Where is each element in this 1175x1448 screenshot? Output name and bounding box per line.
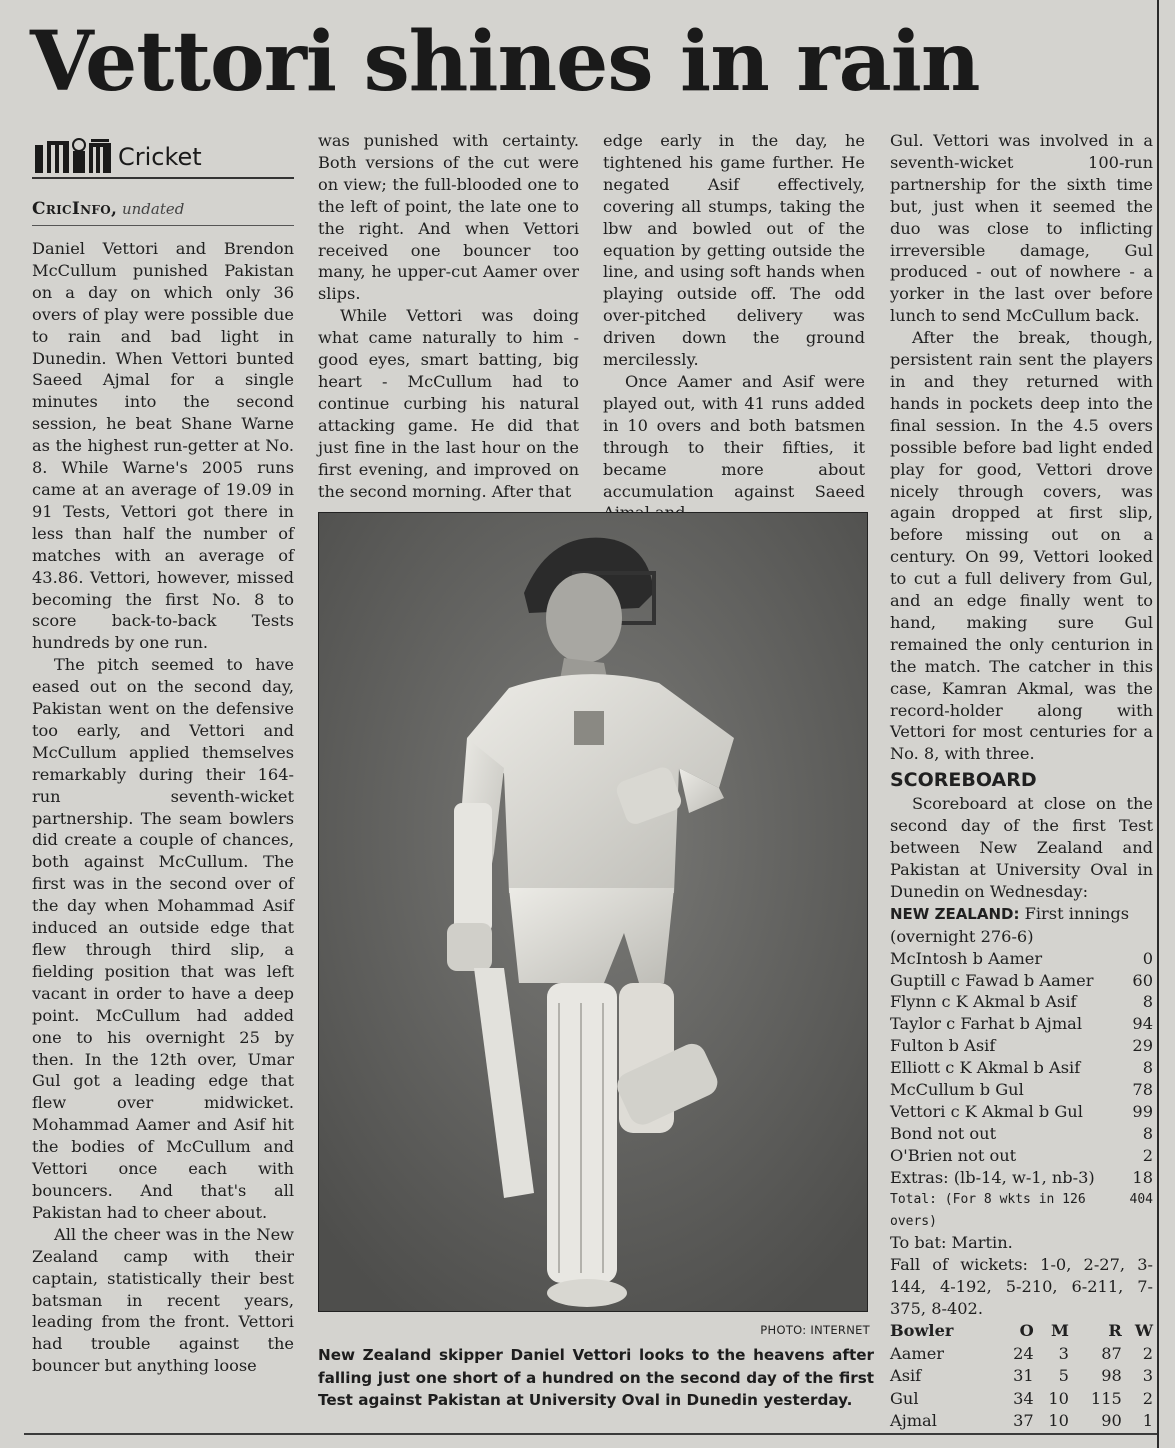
- batsman-runs: 0: [1142, 948, 1153, 968]
- total-row: [890, 1189, 1153, 1233]
- cricket-stumps-icon: [35, 137, 113, 175]
- total-runs: 404: [1129, 1191, 1153, 1207]
- article-column-4: [890, 130, 1153, 1433]
- byline: [32, 199, 294, 229]
- innings-title: [890, 903, 1153, 926]
- batsman-dismissal: Vettori c K Akmal b Gul: [890, 1101, 1083, 1121]
- bowling-figure: 2: [1142, 1343, 1153, 1363]
- batting-row: [890, 1057, 1153, 1079]
- bowling-row: [890, 1365, 1153, 1388]
- paragraph: All the cheer was in the New Zealand camp with their captain, statistically their best batsman in recent years, leading from the front. Vettori had trouble against the bouncer but anything loose: [32, 1224, 294, 1376]
- headline: Vettori shines in rain: [30, 14, 980, 110]
- paragraph: Gul. Vettori was involved in a seventh-wicket 100-run partnership for the sixth time but, just when it seemed the duo was close to inflicting irreversible damage, Gul produced - out of nowhere - a yorker in the last over before lunch to send McCullum back.: [890, 131, 1153, 326]
- bowling-figure: 2: [1142, 1388, 1153, 1408]
- photo-credit: PHOTO: INTERNET: [760, 1323, 870, 1337]
- bowling-header: W: [1134, 1321, 1153, 1341]
- batting-row: [890, 1123, 1153, 1145]
- page-edge-line: [1157, 0, 1159, 1448]
- batsman-runs: 78: [1132, 1080, 1153, 1100]
- batsman-dismissal: Elliott c K Akmal b Asif: [890, 1058, 1081, 1078]
- batting-row: [890, 1035, 1153, 1057]
- bowling-figure: 37: [1013, 1411, 1034, 1431]
- news-photo: [318, 512, 868, 1312]
- batting-row: [890, 1013, 1153, 1035]
- batting-list: [890, 948, 1153, 1167]
- byline-date: undated: [121, 200, 185, 218]
- bowling-figure: 10: [1048, 1388, 1069, 1408]
- bowling-figure: 3: [1058, 1343, 1069, 1363]
- extras-runs: 18: [1132, 1167, 1153, 1187]
- paragraph: Daniel Vettori and Brendon McCullum punished Pakistan on a day on which only 36 overs of play were possible due to rain and bad light in Dunedin. When Vettori bunted Saeed Ajmal for a single minutes into the second session, he beat Shane Warne as the highest run-getter at No. 8. While Warne's 2005 runs came at an average of 19.09 in 91 Tests, Vettori got there in less than half the number of matches with an average of 43.86. Vettori, however, missed becoming the first No. 8 to score back-to-back Tests hundreds by one run.: [32, 239, 294, 653]
- bowling-header: O: [1019, 1321, 1034, 1341]
- extras-label: Extras: (lb-14, w-1, nb-3): [890, 1167, 1095, 1187]
- bowler-name: Aamer: [890, 1343, 945, 1363]
- bowling-table: [890, 1320, 1153, 1433]
- total-label: Total: (For 8 wkts in 126 overs): [890, 1191, 1086, 1229]
- bowling-header: R: [1108, 1321, 1122, 1341]
- batsman-dismissal: McCullum b Gul: [890, 1080, 1024, 1100]
- paragraph: edge early in the day, he tightened his game further. He negated Asif effectively, covering all stumps, taking the lbw and bowled out of the equation by getting outside the line, and using soft hands when playing outside off. The odd over-pitched delivery was driven down the ground mercilessly.: [603, 131, 865, 370]
- scoreboard-heading: SCOREBOARD: [890, 769, 1037, 792]
- batsman-dismissal: O'Brien not out: [890, 1145, 1017, 1165]
- bowling-figure: 34: [1013, 1388, 1034, 1408]
- paragraph: was punished with certainty. Both versions of the cut were on view; the full-blooded one to the left of point, the late one to the right. And when Vettori received one bouncer too many, he upper-cut Aamer over slips.: [318, 131, 579, 304]
- batsman-runs: 60: [1132, 970, 1153, 990]
- section-rule: [32, 177, 294, 179]
- bowler-name: Asif: [890, 1366, 922, 1386]
- batsman-runs: 2: [1142, 1145, 1153, 1165]
- batsman-photo-illustration: [319, 513, 868, 1312]
- team-name: NEW ZEALAND:: [890, 904, 1020, 923]
- extras-row: [890, 1167, 1153, 1189]
- paragraph: The pitch seemed to have eased out on the second day, Pakistan went on the defensive too early, and Vettori and McCullum applied themselves remarkably during their 164-run seventh-wicket partnership. The seam bowlers did create a couple of chances, both against McCullum. The first was in the second over of the day when Mohammad Asif induced an outside edge that flew through third slip, a fielding position that was left vacant in order to have a deep point. McCullum had added one to his overnight 25 by then. In the 12th over, Umar Gul got a leading edge that flew over midwicket. Mohammad Aamer and Asif hit the bodies of McCullum and Vettori once each with bouncers. And that's all Pakistan had to cheer about.: [32, 655, 294, 1222]
- paragraph: Once Aamer and Asif were played out, with 41 runs added in 10 overs and both batsmen through to their fifties, it became more about accumulation against Saeed: [603, 371, 865, 501]
- batsman-dismissal: Flynn c K Akmal b Asif: [890, 992, 1077, 1012]
- bowling-figure: 3: [1142, 1366, 1153, 1386]
- bowling-header: Bowler: [890, 1321, 954, 1341]
- bowler-name: Ajmal: [890, 1411, 937, 1431]
- batting-row: [890, 1145, 1153, 1167]
- bottom-rule: [24, 1433, 1157, 1435]
- bowling-figure: 90: [1101, 1411, 1122, 1431]
- bowling-figure: 24: [1013, 1343, 1034, 1363]
- batsman-dismissal: Fulton b Asif: [890, 1036, 996, 1056]
- batsman-runs: 99: [1132, 1101, 1153, 1121]
- innings-label: First innings: [1024, 903, 1130, 923]
- bowling-figure: 87: [1101, 1343, 1122, 1363]
- paragraph: After the break, though, persistent rain sent the players in and they returned with hands in pockets deep into the final session. In the 4.5 overs possible before bad light ended play for good, Vettori drove nicely through covers, was again dropped at first slip, before missing out on a century. On 99, Vettori looked to cut a full delivery from Gul, and an edge finally went to hand, making sure Gul remained the only centurion in the match. The catcher in this case, Kamran Akmal, was the record-holder along with Vettori for most centuries for a No. 8, with three.: [890, 328, 1153, 764]
- photo-caption: New Zealand skipper Daniel Vettori looks to the heavens after falling just one short of a hundred on the second day of the first Test against Pakistan at University Oval in Dunedin yesterday.: [318, 1346, 874, 1409]
- bowling-figure: 31: [1013, 1366, 1034, 1386]
- batsman-dismissal: Guptill c Fawad b Aamer: [890, 970, 1094, 990]
- article-column-2: [318, 130, 579, 502]
- batting-row: [890, 948, 1153, 970]
- byline-rule: [32, 225, 294, 226]
- batting-row: [890, 1079, 1153, 1101]
- batsman-dismissal: Taylor c Farhat b Ajmal: [890, 1014, 1082, 1034]
- batsman-dismissal: Bond not out: [890, 1123, 997, 1143]
- batsman-dismissal: McIntosh b Aamer: [890, 948, 1043, 968]
- scoreboard-intro: Scoreboard at close on the second day of the first Test between New Zealand and Pakistan at University Oval in Dunedin on Wednesday:: [890, 794, 1153, 901]
- bowler-name: Gul: [890, 1388, 919, 1408]
- article-column-1: [32, 238, 294, 1377]
- bowling-row: [890, 1388, 1153, 1411]
- section-tag: [32, 133, 294, 181]
- bowling-figure: 115: [1090, 1388, 1122, 1408]
- batting-row: [890, 1101, 1153, 1123]
- bowling-header-row: [890, 1320, 1153, 1343]
- bowling-figure: 1: [1142, 1411, 1153, 1431]
- batsman-runs: 94: [1132, 1014, 1153, 1034]
- bowling-figure: 98: [1101, 1366, 1122, 1386]
- bowling-row: [890, 1410, 1153, 1433]
- to-bat: To bat: Martin.: [890, 1233, 1013, 1253]
- paragraph: While Vettori was doing what came naturally to him - good eyes, smart batting, big heart - McCullum had to continue curbing his natural attacking game. He did that just fine in the last hour on the first evening, and improved on the second morning. After that: [318, 306, 579, 501]
- batting-row: [890, 991, 1153, 1013]
- article-column-3: [603, 130, 865, 524]
- batsman-runs: 29: [1132, 1036, 1153, 1056]
- bowling-figure: 5: [1058, 1366, 1069, 1386]
- overnight-score: (overnight 276-6): [890, 926, 1034, 946]
- batsman-runs: 8: [1142, 1058, 1153, 1078]
- bowling-row: [890, 1343, 1153, 1366]
- byline-source: CricInfo,: [32, 199, 118, 219]
- batsman-runs: 8: [1142, 1123, 1153, 1143]
- bowling-figure: 10: [1048, 1411, 1069, 1431]
- batting-row: [890, 970, 1153, 992]
- batsman-runs: 8: [1142, 992, 1153, 1012]
- fall-of-wickets: Fall of wickets: 1-0, 2-27, 3-144, 4-192, 5-210, 6-211, 7-375, 8-402.: [890, 1255, 1153, 1319]
- section-label: Cricket: [118, 143, 202, 171]
- bowling-header: M: [1051, 1321, 1069, 1341]
